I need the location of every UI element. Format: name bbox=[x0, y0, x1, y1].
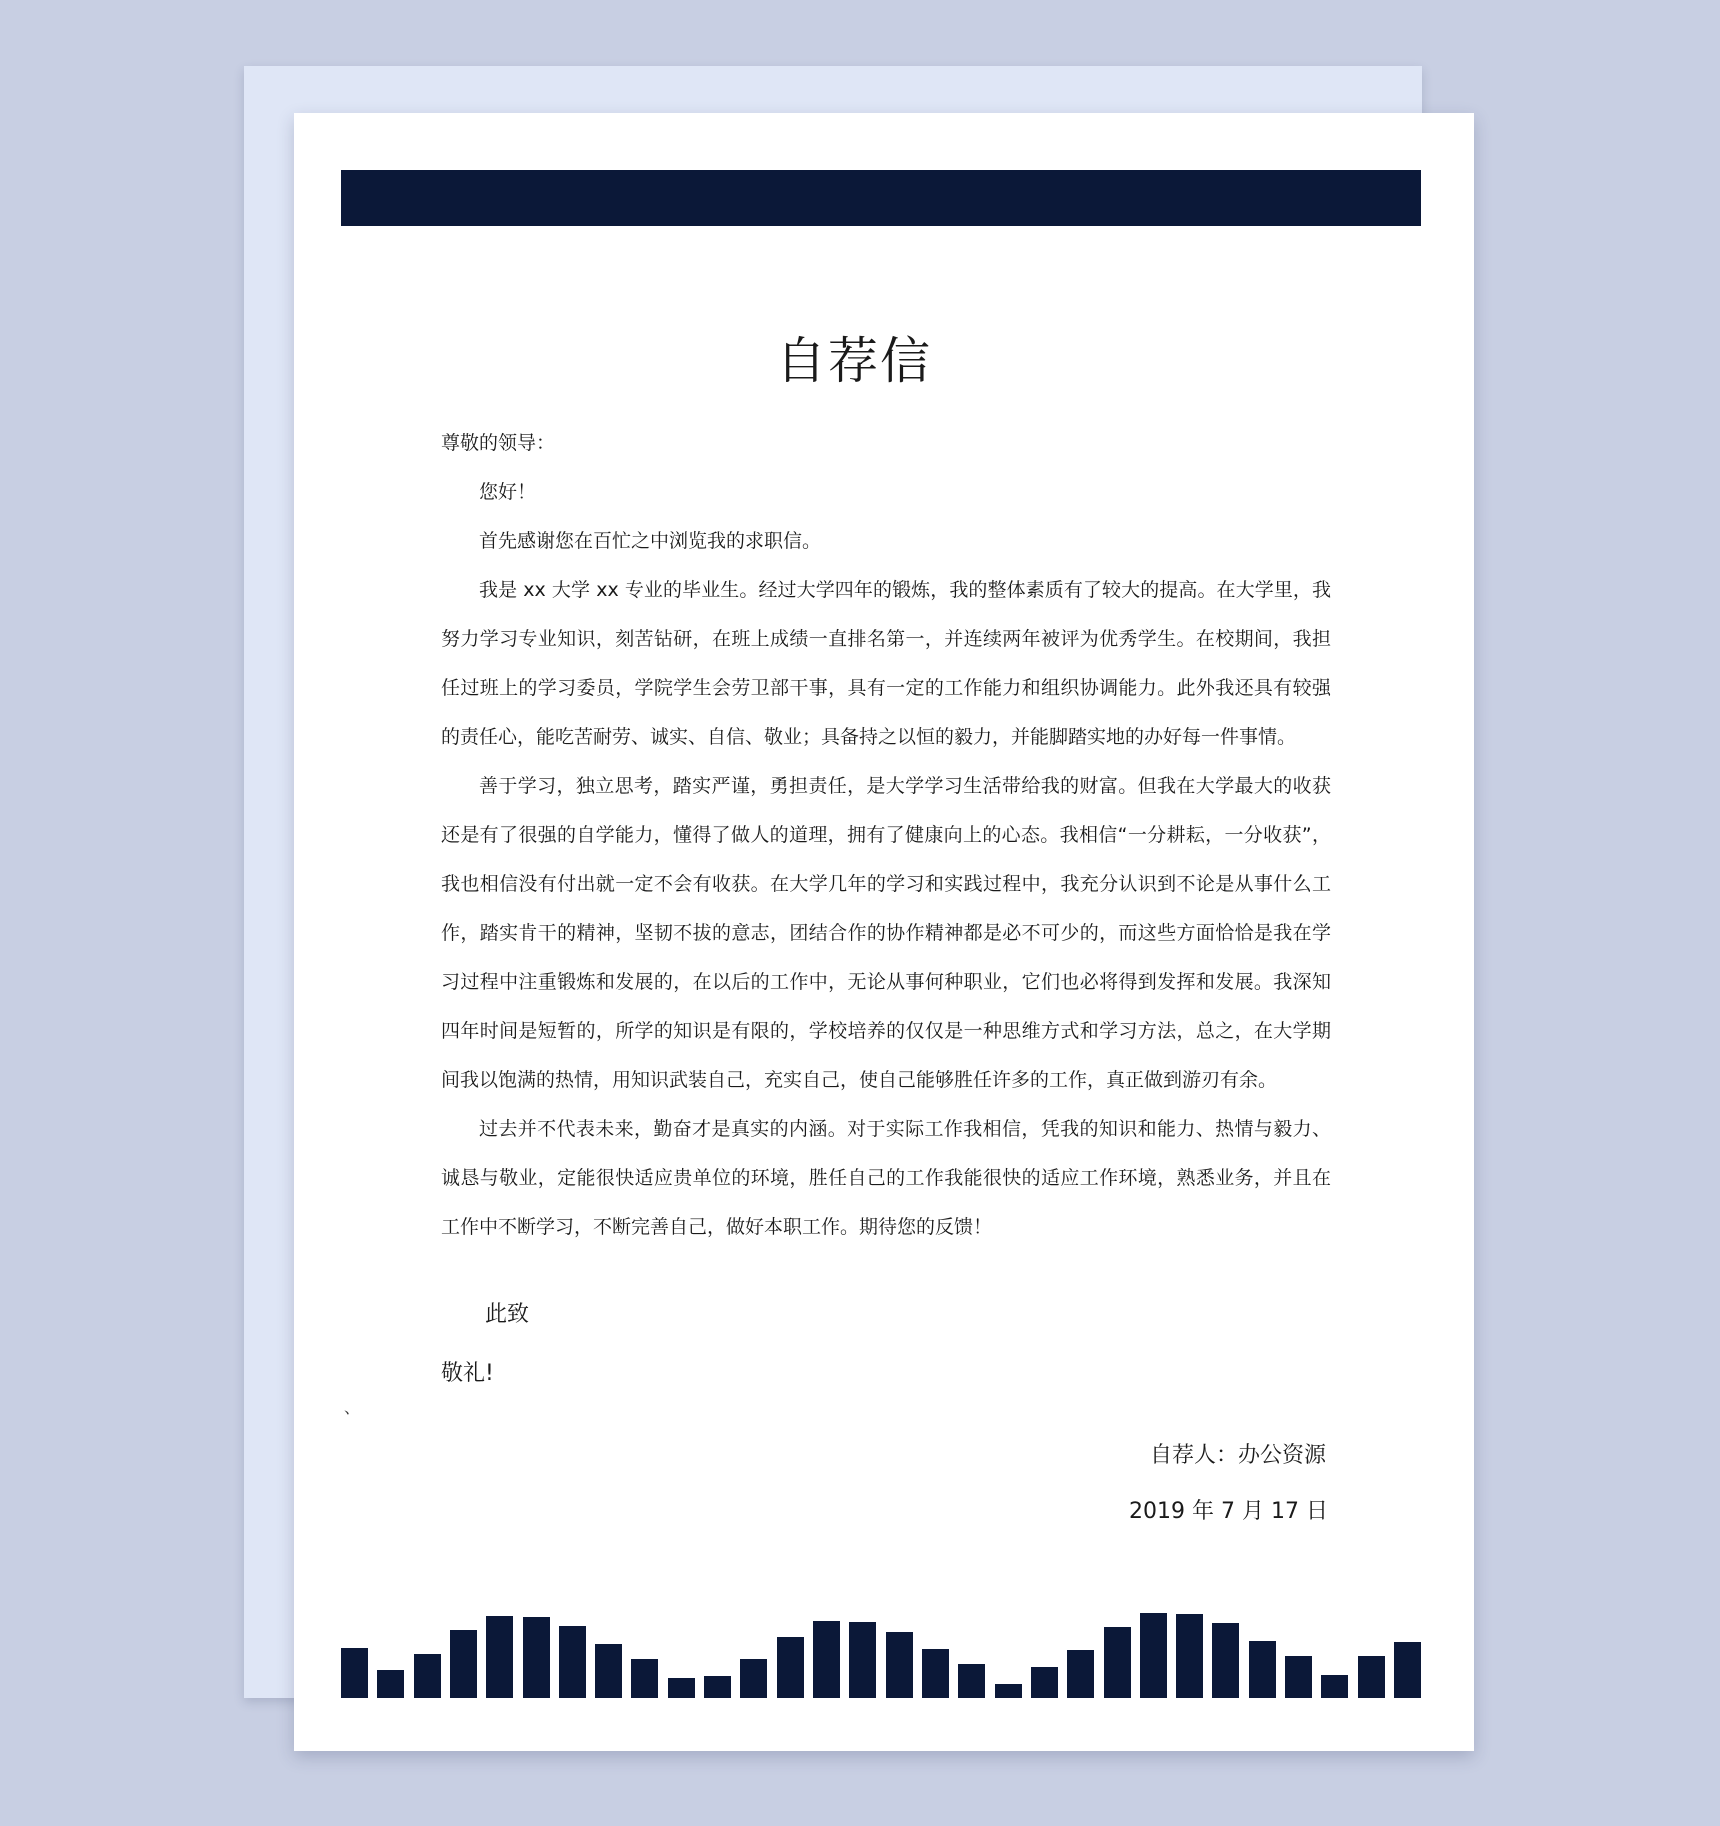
footer-bar-decoration bbox=[341, 1598, 1421, 1698]
footer-bar bbox=[1176, 1614, 1203, 1698]
closing-regards: 此致 bbox=[485, 1302, 530, 1327]
footer-bar bbox=[958, 1664, 985, 1698]
letter-page bbox=[294, 113, 1474, 1751]
closing-salute: 敬礼! bbox=[441, 1361, 494, 1386]
paragraph: 过去并不代表未来，勤奋才是真实的内涵。对于实际工作我相信，凭我的知识和能力、热情与毅力、诚恳与敬业，定能很快适应贵单位的环境，胜任自己的工作我能很快的适应工作环境，熟悉业务，并且在工作中不断学习，不断完善自己，做好本职工作。期待您的反馈！ bbox=[441, 1118, 1331, 1238]
paragraph: 我是 xx 大学 xx 专业的毕业生。经过大学四年的锻炼，我的整体素质有了较大的提高。在大学里，我努力学习专业知识，刻苦钻研，在班上成绩一直排名第一，并连续两年被评为优秀学生。在校期间，我担任过班上的学习委员，学院学生会劳卫部干事，具有一定的工作能力和组织协调能力。此外我还具有较强的责任心，能吃苦耐劳、诚实、自信、敬业；具备持之以恒的毅力，并能脚踏实地的办好每一件事情。 bbox=[441, 579, 1331, 748]
signature-name: 自荐人：办公资源 bbox=[1149, 1443, 1326, 1468]
footer-bar bbox=[450, 1630, 477, 1698]
footer-bar bbox=[377, 1670, 404, 1698]
footer-bar bbox=[1067, 1650, 1094, 1698]
footer-bar bbox=[1031, 1667, 1058, 1698]
letter-title: 自荐信 bbox=[776, 332, 932, 390]
greeting: 您好！ bbox=[479, 481, 537, 503]
footer-bar bbox=[341, 1648, 368, 1698]
footer-bar bbox=[595, 1644, 622, 1698]
footer-bar bbox=[886, 1632, 913, 1698]
paragraph: 首先感谢您在百忙之中浏览我的求职信。 bbox=[479, 530, 822, 552]
footer-bar bbox=[486, 1616, 513, 1698]
signature-date: 2019 年 7 月 17 日 bbox=[1129, 1499, 1328, 1524]
paragraph: 善于学习，独立思考，踏实严谨，勇担责任，是大学学习生活带给我的财富。但我在大学最大的收获还是有了很强的自学能力，懂得了做人的道理，拥有了健康向上的心态。我相信“一分耕耘，一分收获”，我也相信没有付出就一定不会有收获。在大学几年的学习和实践过程中，我充分认识到不论是从事什么工作，踏实肯干的精神，坚韧不拔的意志，团结合作的协作精神都是必不可少的，而这些方面恰恰是我在学习过程中注重锻炼和发展的，在以后的工作中，无论从事何种职业，它们也必将得到发挥和发展。我深知四年时间是短暂的，所学的知识是有限的，学校培养的仅仅是一种思维方式和学习方法，总之，在大学期间我以饱满的热情，用知识武装自己，充实自己，使自己能够胜任许多的工作，真正做到游刃有余。 bbox=[441, 775, 1331, 1091]
footer-bar bbox=[922, 1649, 949, 1698]
footer-bar bbox=[1140, 1613, 1167, 1698]
footer-bar bbox=[995, 1684, 1022, 1698]
footer-bar bbox=[1358, 1656, 1385, 1698]
salutation: 尊敬的领导： bbox=[441, 432, 556, 454]
stray-mark: 、 bbox=[344, 1398, 361, 1417]
footer-bar bbox=[777, 1637, 804, 1698]
footer-bar bbox=[1285, 1656, 1312, 1698]
footer-bar bbox=[414, 1654, 441, 1698]
footer-bar bbox=[1394, 1642, 1421, 1698]
letter-body bbox=[441, 419, 1331, 1252]
footer-bar bbox=[849, 1622, 876, 1698]
footer-bar bbox=[1321, 1675, 1348, 1698]
footer-bar bbox=[559, 1626, 586, 1698]
footer-bar bbox=[1249, 1641, 1276, 1698]
footer-bar bbox=[813, 1621, 840, 1698]
footer-bar bbox=[1212, 1623, 1239, 1698]
footer-bar bbox=[668, 1678, 695, 1698]
footer-bar bbox=[740, 1659, 767, 1698]
footer-bar bbox=[631, 1659, 658, 1698]
footer-bar bbox=[523, 1617, 550, 1698]
footer-bar bbox=[704, 1676, 731, 1698]
header-band bbox=[341, 170, 1421, 226]
footer-bar bbox=[1104, 1627, 1131, 1698]
